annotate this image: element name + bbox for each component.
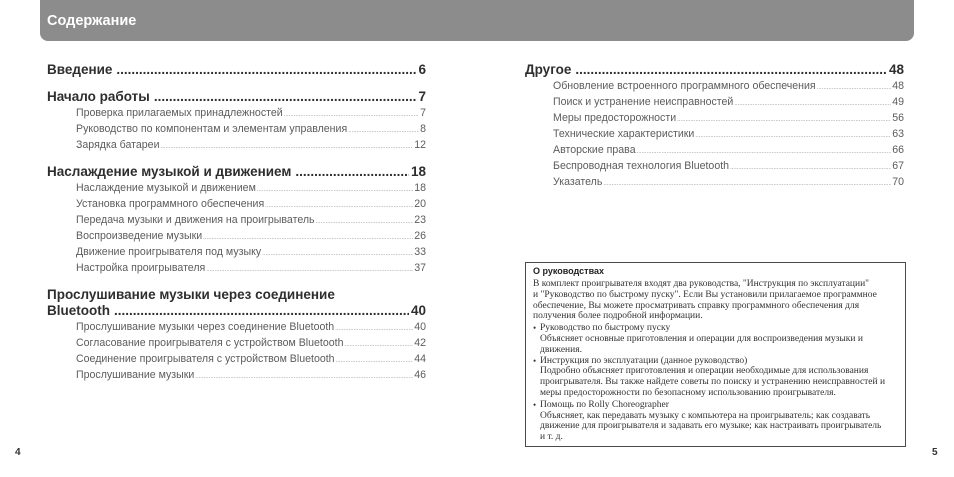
toc-right-column	[525, 62, 904, 190]
toc-page-number: 37	[414, 262, 426, 274]
toc-page-number: 70	[892, 176, 904, 188]
dot-leader	[257, 182, 413, 198]
toc-page-number: 23	[414, 214, 426, 226]
dot-leader	[603, 176, 891, 192]
toc-left-column	[47, 62, 426, 383]
toc-page-number: 63	[892, 128, 904, 140]
toc-page-number: 49	[892, 96, 904, 108]
toc-page-number: 7	[418, 89, 426, 104]
toc-subsection-title: Наслаждение музыкой и движением	[76, 182, 256, 194]
bullet-label: Инструкция по эксплуатации (данное руководство)	[540, 355, 748, 366]
dot-leader	[730, 160, 891, 176]
toc-subsection[interactable]	[47, 196, 426, 212]
bullet-description-line: Объясняет, как передавать музыку с компьютера на проигрыватель; как создавать	[540, 410, 871, 421]
toc-subsection[interactable]	[47, 105, 426, 121]
toc-subsection-title: Зарядка батареи	[76, 139, 160, 151]
toc-page-number: 20	[414, 198, 426, 210]
toc-page-number: 44	[414, 353, 426, 365]
toc-page-number: 67	[892, 160, 904, 172]
toc-subsection[interactable]	[47, 351, 426, 367]
dot-leader	[344, 337, 413, 353]
toc-subsection-title: Установка программного обеспечения	[76, 198, 265, 210]
intro-line: обеспечение, Вы можете просматривать справку программного обеспечения для	[533, 300, 860, 311]
toc-subsection-title: Проверка прилагаемых принадлежностей	[76, 107, 283, 119]
dot-leader	[335, 321, 413, 337]
bullet-description-line: движения.	[540, 344, 582, 355]
manual-bullet-item	[533, 356, 899, 399]
toc-subsection-title: Руководство по компонентам и элементам управления	[76, 123, 348, 135]
dot-leader	[336, 353, 414, 369]
toc-page-number: 48	[888, 62, 904, 77]
toc-subsection[interactable]	[525, 110, 904, 126]
bullet-description-line: меры предосторожности по безопасному использованию проигрывателя.	[540, 387, 836, 398]
header-bar	[40, 0, 914, 41]
dot-leader	[154, 89, 417, 105]
toc-page-number: 56	[892, 112, 904, 124]
toc-page-number: 48	[892, 80, 904, 92]
dot-leader	[677, 112, 891, 128]
toc-subsection-title: Технические характеристики	[553, 128, 695, 140]
bullet-description-line: Объясняет основные приготовления и операции для воспроизведения музыки и	[540, 333, 863, 344]
bullet-description-line: движение для проигрывателя и задавать его музыке; как настраивать проигрыватель	[540, 421, 882, 432]
dot-leader	[817, 80, 892, 96]
dot-leader	[316, 214, 414, 230]
toc-subsection[interactable]	[47, 228, 426, 244]
dot-leader	[734, 96, 891, 112]
dot-leader	[348, 123, 419, 139]
toc-subsection[interactable]	[525, 174, 904, 190]
toc-section-line-2[interactable]	[47, 303, 426, 319]
bullet-description-line: Подробно объясняет приготовления и операции необходимые для использования	[540, 366, 869, 377]
dot-leader	[161, 139, 414, 155]
bullet-icon	[533, 356, 536, 367]
toc-section-title: Прослушивание музыки через соединение	[47, 287, 335, 302]
toc-page-number: 6	[418, 62, 426, 77]
intro-line: и "Руководство по быстрому пуску". Если Вы установили прилагаемое программное	[533, 289, 877, 300]
toc-subsection[interactable]	[47, 212, 426, 228]
toc-section-line-1[interactable]	[47, 287, 426, 303]
toc-subsection[interactable]	[525, 94, 904, 110]
toc-subsection-title: Поиск и устранение неисправностей	[553, 96, 734, 108]
toc-subsection[interactable]	[525, 142, 904, 158]
toc-page-number: 7	[420, 107, 426, 119]
toc-subsection-title: Прослушивание музыки через соединение Bluetooth	[76, 321, 335, 333]
toc-subsection-title: Соединение проигрывателя с устройством Bluetooth	[76, 353, 335, 365]
toc-page-number: 18	[414, 182, 426, 194]
page-title: Содержание	[47, 13, 137, 29]
bullet-icon	[533, 400, 536, 411]
toc-subsection-title: Прослушивание музыки	[76, 369, 195, 381]
toc-subsection-title: Меры предосторожности	[553, 112, 677, 124]
about-manuals-intro	[533, 279, 899, 322]
toc-page-number: 18	[410, 164, 426, 179]
toc-page-number: 46	[414, 369, 426, 381]
toc-subsection-title: Передача музыки и движения на проигрыватель	[76, 214, 315, 226]
bullet-description-line: и т. д.	[540, 432, 563, 443]
toc-section-title: Bluetooth	[47, 303, 110, 318]
toc-page-number: 66	[892, 144, 904, 156]
toc-section-title: Введение	[47, 62, 113, 77]
toc-section[interactable]	[47, 62, 426, 78]
toc-subsection[interactable]	[47, 335, 426, 351]
toc-subsection-title: Указатель	[553, 176, 603, 188]
manual-bullet-item	[533, 400, 899, 443]
intro-line: В комплект проигрывателя входят два руководства, "Инструкция по эксплуатации"	[533, 279, 870, 289]
toc-page-number: 40	[414, 321, 426, 333]
toc-subsection[interactable]	[47, 260, 426, 276]
toc-subsection[interactable]	[525, 78, 904, 94]
toc-section[interactable]	[525, 62, 904, 78]
toc-page-number: 42	[414, 337, 426, 349]
page-number-right: 5	[932, 447, 938, 458]
intro-line: получения более подробной информации.	[533, 311, 703, 322]
bullet-description-line: проигрывателя. Вы также найдете советы по поиску и устранению неисправностей и	[540, 377, 886, 388]
dot-leader	[575, 62, 887, 78]
bullet-label: Помощь по Rolly Choreographer	[540, 399, 669, 410]
toc-section[interactable]	[47, 89, 426, 105]
manual-bullet-item	[533, 323, 899, 355]
toc-subsection[interactable]	[47, 137, 426, 153]
toc-subsection[interactable]	[47, 121, 426, 137]
dot-leader	[695, 128, 891, 144]
toc-subsection-title: Воспроизведение музыки	[76, 230, 203, 242]
toc-section-title: Начало работы	[47, 89, 150, 104]
toc-subsection-title: Движение проигрывателя под музыку	[76, 246, 262, 258]
toc-subsection-title: Авторские права	[553, 144, 636, 156]
toc-page-number: 40	[410, 303, 426, 318]
bullet-icon	[533, 323, 536, 334]
dot-leader	[114, 303, 409, 319]
toc-subsection[interactable]	[525, 158, 904, 174]
toc-subsection[interactable]	[47, 319, 426, 335]
toc-subsection[interactable]	[47, 180, 426, 196]
toc-page-number: 33	[414, 246, 426, 258]
toc-page-number: 12	[414, 139, 426, 151]
toc-page-number: 8	[420, 123, 426, 135]
dot-leader	[295, 164, 409, 180]
dot-leader	[195, 369, 413, 385]
about-manuals-box	[525, 262, 906, 447]
page-number-left: 4	[15, 447, 21, 458]
toc-subsection-title: Согласование проигрывателя с устройством Bluetooth	[76, 337, 344, 349]
toc-page-number: 26	[414, 230, 426, 242]
toc-subsection[interactable]	[47, 367, 426, 383]
toc-subsection[interactable]	[525, 126, 904, 142]
dot-leader	[262, 246, 413, 262]
toc-subsection[interactable]	[47, 244, 426, 260]
toc-subsection-title: Настройка проигрывателя	[76, 262, 206, 274]
bullet-label: Руководство по быстрому пуску	[540, 323, 671, 334]
toc-subsection-title: Беспроводная технология Bluetooth	[553, 160, 730, 172]
dot-leader	[206, 262, 413, 278]
toc-subsection-title: Обновление встроенного программного обеспечения	[553, 80, 816, 92]
toc-section-title: Другое	[525, 62, 572, 77]
dot-leader	[116, 62, 416, 78]
toc-section-title: Наслаждение музыкой и движением	[47, 164, 292, 179]
about-manuals-title: О руководствах	[533, 266, 604, 276]
toc-section[interactable]	[47, 164, 426, 180]
